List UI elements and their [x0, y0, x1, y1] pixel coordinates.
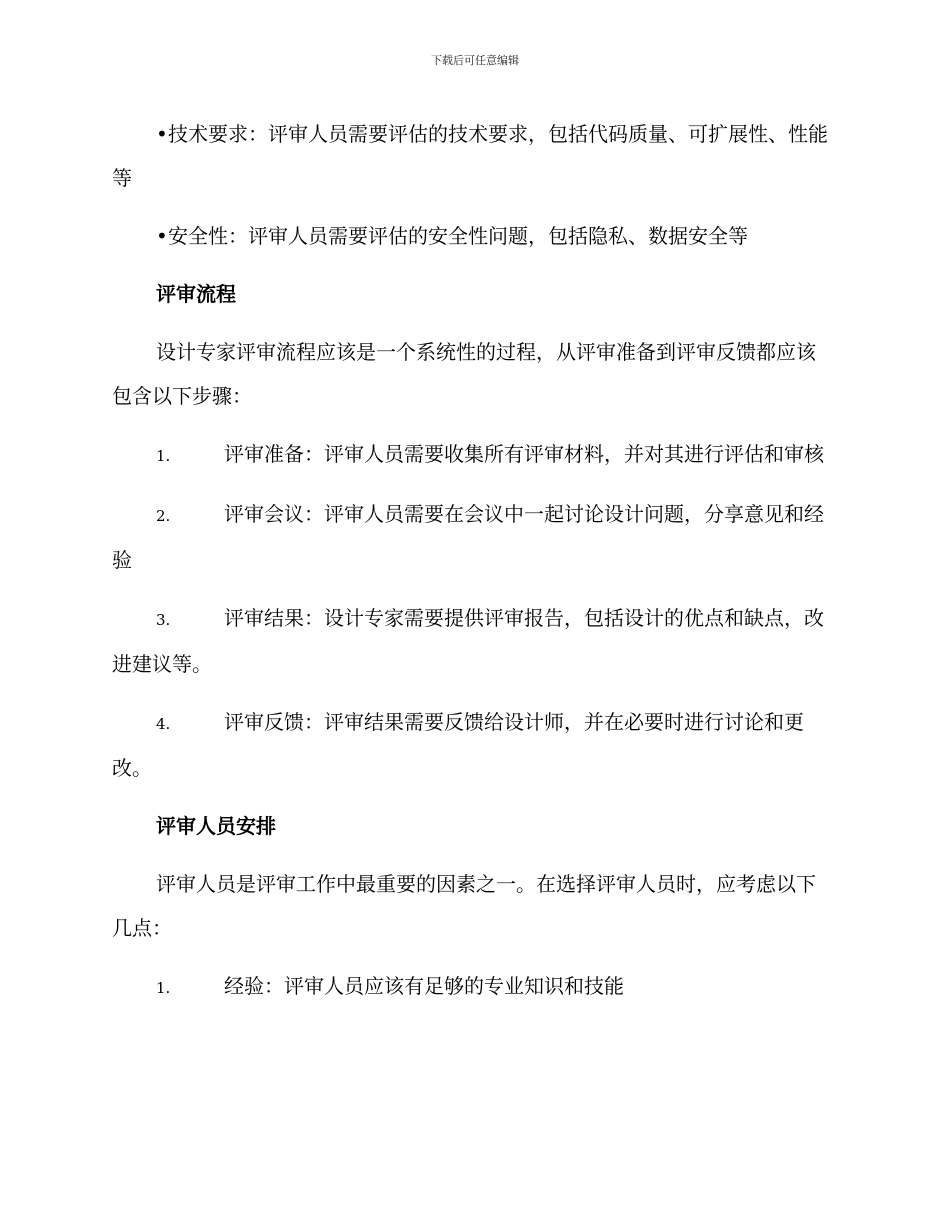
bullet-item	[112, 112, 834, 200]
list-number: 3.	[156, 611, 171, 629]
section-intro: 设计专家评审流程应该是一个系统性的过程，从评审准备到评审反馈都应该包含以下步骤：	[112, 340, 816, 408]
bullet-marker: •	[156, 224, 168, 248]
list-text: 评审结果：设计专家需要提供评审报告，包括设计的优点和缺点，改进建议等。	[112, 606, 824, 676]
bullet-text: 安全性：评审人员需要评估的安全性问题，包括隐私、数据安全等	[168, 224, 748, 248]
page-header: 下载后可任意编辑	[431, 54, 519, 67]
list-item	[112, 492, 834, 582]
bullet-text: 技术要求：评审人员需要评估的技术要求，包括代码质量、可扩展性、性能等	[112, 122, 828, 190]
bullet-marker: •	[156, 122, 168, 146]
list-item	[112, 432, 834, 478]
list-number: 2.	[156, 507, 171, 525]
document-body	[112, 112, 834, 1024]
list-text: 经验：评审人员应该有足够的专业知识和技能	[224, 974, 624, 998]
list-item	[112, 964, 834, 1010]
list-number: 1.	[156, 447, 171, 465]
list-text: 评审会议：评审人员需要在会议中一起讨论设计问题，分享意见和经验	[112, 502, 824, 572]
bullet-item	[112, 214, 834, 258]
list-text: 评审准备：评审人员需要收集所有评审材料，并对其进行评估和审核	[224, 442, 824, 466]
list-number: 4.	[156, 715, 171, 733]
section-heading: 评审流程	[156, 282, 236, 306]
list-item	[112, 700, 834, 790]
list-item	[112, 596, 834, 686]
section-intro: 评审人员是评审工作中最重要的因素之一。在选择评审人员时，应考虑以下几点：	[112, 872, 816, 940]
section-heading: 评审人员安排	[156, 814, 276, 838]
list-number: 1.	[156, 979, 171, 997]
list-text: 评审反馈：评审结果需要反馈给设计师，并在必要时进行讨论和更改。	[112, 710, 804, 780]
